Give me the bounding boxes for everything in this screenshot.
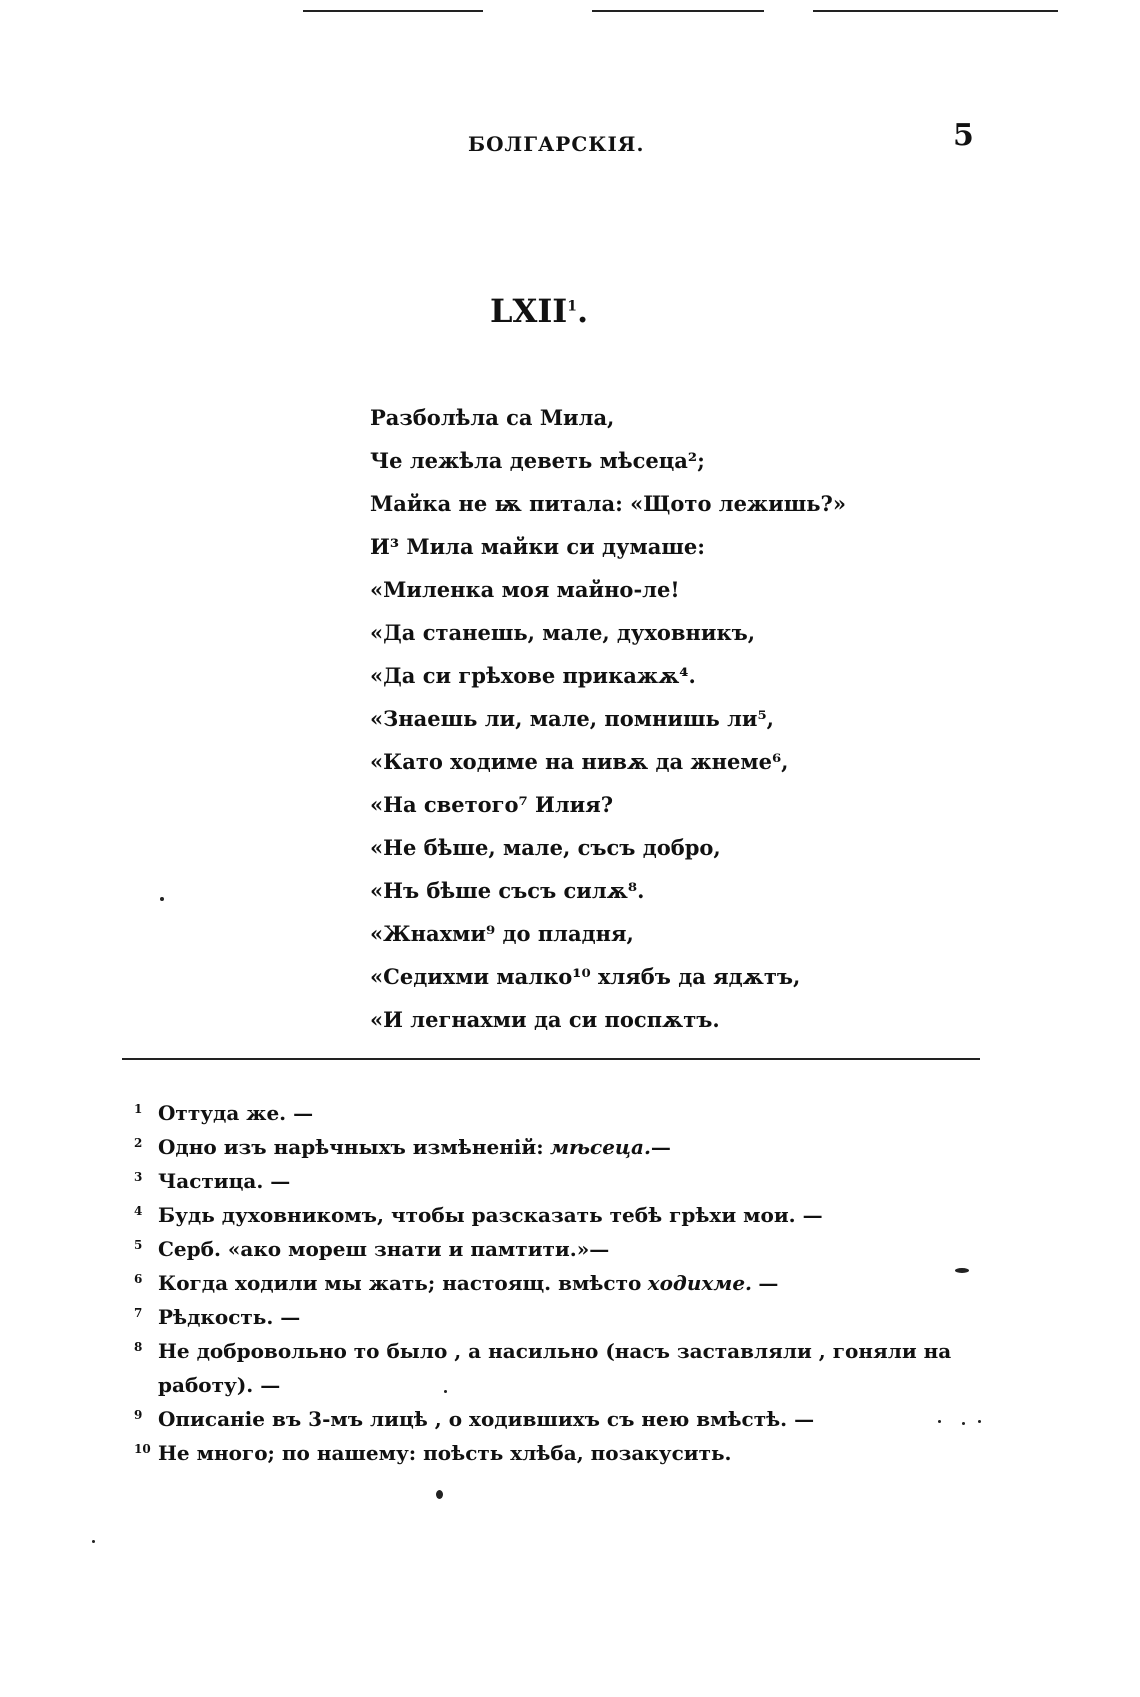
poem-line: «Знаешь ли, мале, помнишь ли⁵,: [370, 706, 774, 731]
poem-line: «И легнахми да си поспѫтъ.: [370, 1007, 720, 1032]
poem-line: И³ Мила майки си думаше:: [370, 534, 706, 559]
poem-line: Майка не ѭ питала: «Щото лежишь?»: [370, 491, 846, 516]
ink-speck: [444, 1390, 447, 1393]
footnote-1: [134, 1096, 994, 1130]
footnote-italic: мѣсеца.: [550, 1135, 651, 1159]
footnote-6: [134, 1266, 994, 1300]
footnote-text: Рѣдкость. —: [158, 1305, 301, 1329]
ink-speck: [92, 1540, 95, 1543]
poem-line: «Нъ бѣше съсъ силѫ⁸.: [370, 878, 645, 903]
footnotes: [134, 1096, 994, 1470]
footnote-10: [134, 1436, 994, 1470]
footnote-text: Одно изъ нарѣчныхъ измѣненій:: [158, 1135, 544, 1159]
footnote-4: [134, 1198, 994, 1232]
footnote-text: Оттуда же. —: [158, 1101, 314, 1125]
ink-speck: [955, 1268, 969, 1273]
footnote-text: Не много; по нашему: поѣсть хлѣба, позакусить.: [158, 1441, 732, 1465]
top-rule-right: [813, 10, 1058, 12]
footnote-5: [134, 1232, 994, 1266]
page-number: 5: [953, 118, 974, 153]
running-head: БОЛГАРСКІЯ.: [468, 132, 645, 156]
poem-line: «Да станешь, мале, духовникъ,: [370, 620, 756, 645]
footnote-mark: 4: [134, 1204, 143, 1218]
poem-line: «Седихми малко¹⁰ хлябъ да ядѫтъ,: [370, 964, 801, 989]
footnote-mark: 3: [134, 1170, 143, 1184]
footnote-separator: [122, 1058, 980, 1060]
footnote-mark: 7: [134, 1306, 143, 1320]
footnote-mark: 1: [134, 1102, 143, 1116]
ink-speck: [962, 1422, 965, 1425]
footnote-tail: —: [758, 1271, 779, 1295]
footnote-tail: —: [650, 1135, 671, 1159]
footnote-text: Будь духовникомъ, чтобы разсказать тебѣ грѣхи мои. —: [158, 1203, 823, 1227]
ink-speck: [938, 1420, 941, 1423]
poem-line: «Не бѣше, мале, съсъ добро,: [370, 835, 721, 860]
footnote-3: [134, 1164, 994, 1198]
poem-line: «Жнахми⁹ до пладня,: [370, 921, 634, 946]
footnote-mark: 8: [134, 1340, 143, 1354]
ink-speck: [978, 1420, 981, 1423]
song-number-footnote-mark: 1: [567, 298, 578, 315]
footnote-9: [134, 1402, 994, 1436]
poem: [370, 396, 890, 1041]
footnote-mark: 6: [134, 1272, 143, 1286]
poem-line: Че лежѣла деветь мѣсеца²;: [370, 448, 705, 473]
footnote-text: Описаніе въ 3-мъ лицѣ , о ходившихъ съ нею вмѣстѣ. —: [158, 1407, 815, 1431]
ink-speck: [436, 1490, 443, 1499]
top-rule-middle: [592, 10, 764, 12]
ink-speck: [160, 897, 164, 901]
footnote-mark: 5: [134, 1238, 143, 1252]
footnote-8: [134, 1334, 994, 1402]
poem-line: «Миленка моя майно-ле!: [370, 577, 680, 602]
footnote-italic: ходихме.: [647, 1271, 753, 1295]
poem-line: «Да си грѣхове прикажѫ⁴.: [370, 663, 696, 688]
top-rule-left: [303, 10, 483, 12]
song-numeral: LXII: [490, 292, 568, 330]
poem-line: «На светого⁷ Илия?: [370, 792, 614, 817]
footnote-text: Частица. —: [158, 1169, 291, 1193]
poem-line: «Като ходиме на нивѫ да жнеме⁶,: [370, 749, 789, 774]
footnote-7: [134, 1300, 994, 1334]
footnote-mark: 9: [134, 1408, 143, 1422]
footnote-text: Серб. «ако мореш знати и памтити.»—: [158, 1237, 610, 1261]
footnote-mark: 2: [134, 1136, 143, 1150]
song-number: LXII$^1$.: [490, 292, 589, 330]
footnote-mark: 10: [134, 1442, 151, 1456]
footnote-text: Когда ходили мы жать; настоящ. вмѣсто: [158, 1271, 642, 1295]
footnote-text: Не добровольно то было , а насильно (насъ заставляли , гоняли на работу). —: [158, 1339, 952, 1397]
footnote-2: [134, 1130, 994, 1164]
poem-line: Разболѣла са Мила,: [370, 405, 615, 430]
